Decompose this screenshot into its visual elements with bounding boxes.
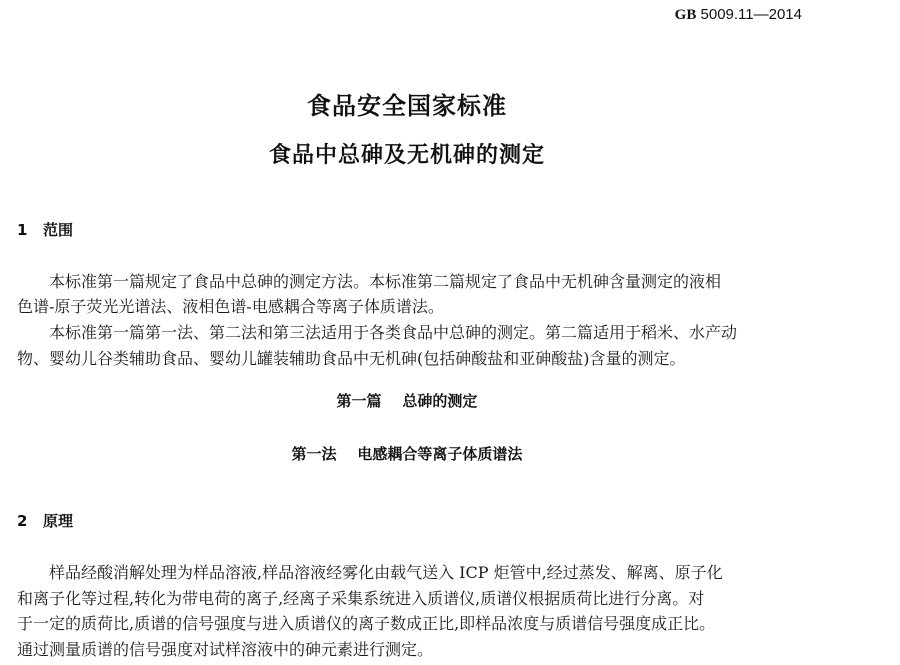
section-2-heading [17, 510, 73, 531]
section-2-line-3: 于一定的质荷比,质谱的信号强度与进入质谱仪的离子数成正比,即样品浓度与质谱信号强度成正比。 [17, 614, 716, 633]
method-1-heading: 第一法 电感耦合等离子体质谱法 [291, 445, 523, 463]
part-1-heading: 第一篇 总砷的测定 [336, 392, 478, 410]
document-subtitle: 食品中总砷及无机砷的测定 [268, 143, 545, 168]
document-title: 食品安全国家标准 [307, 92, 507, 120]
standard-code: 5009.11—2014 [700, 6, 802, 23]
section-2-number: 2 [17, 512, 28, 530]
section-2-line-2: 和离子化等过程,转化为带电荷的离子,经离子采集系统进入质谱仪,质谱仪根据质荷比进行分离。对 [17, 589, 705, 608]
section-2-title: 原理 [43, 512, 74, 530]
section-1-line-4: 物、婴幼儿谷类辅助食品、婴幼儿罐装辅助食品中无机砷(包括砷酸盐和亚砷酸盐)含量的测定。 [17, 349, 686, 368]
section-1-heading [17, 219, 73, 240]
section-2-line-4: 通过测量质谱的信号强度对试样溶液中的砷元素进行测定。 [17, 640, 434, 659]
section-1-line-2: 色谱-原子荧光光谱法、液相色谱-电感耦合等离子体质谱法。 [17, 297, 444, 316]
section-1-line-3: 本标准第一篇第一法、第二法和第三法适用于各类食品中总砷的测定。第二篇适用于稻米、水产动 [49, 323, 738, 342]
standard-prefix: GB [674, 7, 697, 23]
section-1-number: 1 [17, 221, 28, 239]
section-1-title: 范围 [43, 221, 74, 239]
standard-number [675, 6, 802, 24]
section-1-line-1: 本标准第一篇规定了食品中总砷的测定方法。本标准第二篇规定了食品中无机砷含量测定的液相 [49, 272, 722, 291]
section-2-line-1: 样品经酸消解处理为样品溶液,样品溶液经雾化由载气送入 ICP 炬管中,经过蒸发、解离、原子化 [49, 563, 723, 582]
